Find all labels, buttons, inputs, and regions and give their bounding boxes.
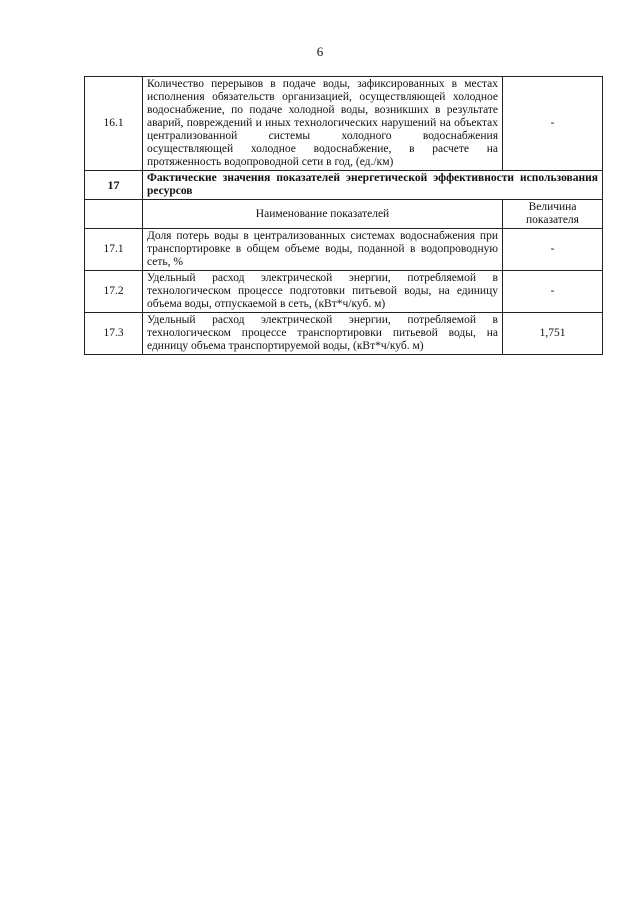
section-number: 17 xyxy=(85,171,143,200)
column-header-value: Величина показателя xyxy=(503,200,603,229)
table-row xyxy=(85,77,603,171)
page-number: 6 xyxy=(316,44,324,59)
indicator-description: Количество перерывов в подаче воды, зафиксированных в местах исполнения обязательств организацией, осуществляющей холодное водоснабжение, по подаче холодной воды, возникших в результате аварий, повреждений и иных технологических нарушений на объектах централизованной системы холодного водоснабжения осуществляющей холодное водоснабжение, в расчете на протяженность водопроводной сети в год, (ед./км) xyxy=(143,77,503,171)
row-number: 16.1 xyxy=(85,77,143,171)
indicator-value: - xyxy=(503,229,603,271)
row-number: 17.1 xyxy=(85,229,143,271)
indicator-value: - xyxy=(503,77,603,171)
row-number: 17.3 xyxy=(85,313,143,355)
indicator-value: - xyxy=(503,271,603,313)
indicators-table xyxy=(84,76,603,355)
table-row xyxy=(85,271,603,313)
indicator-description: Доля потерь воды в централизованных системах водоснабжения при транспортировке в общем объеме воды, поданной в водопроводную сеть, % xyxy=(143,229,503,271)
section-title: Фактические значения показателей энергетической эффективности использования ресурсов xyxy=(143,171,603,200)
indicator-value: 1,751 xyxy=(503,313,603,355)
section-row xyxy=(85,171,603,200)
indicator-description: Удельный расход электрической энергии, потребляемой в технологическом процессе подготовки питьевой воды, на единицу объема воды, отпускаемой в сеть, (кВт*ч/куб. м) xyxy=(143,271,503,313)
table-row xyxy=(85,229,603,271)
indicator-description: Удельный расход электрической энергии, потребляемой в технологическом процессе транспортировки питьевой воды, на единицу объема транспортируемой воды, (кВт*ч/куб. м) xyxy=(143,313,503,355)
row-number: 17.2 xyxy=(85,271,143,313)
table-row xyxy=(85,313,603,355)
header-row xyxy=(85,200,603,229)
column-header-name: Наименование показателей xyxy=(143,200,503,229)
header-empty-cell xyxy=(85,200,143,229)
